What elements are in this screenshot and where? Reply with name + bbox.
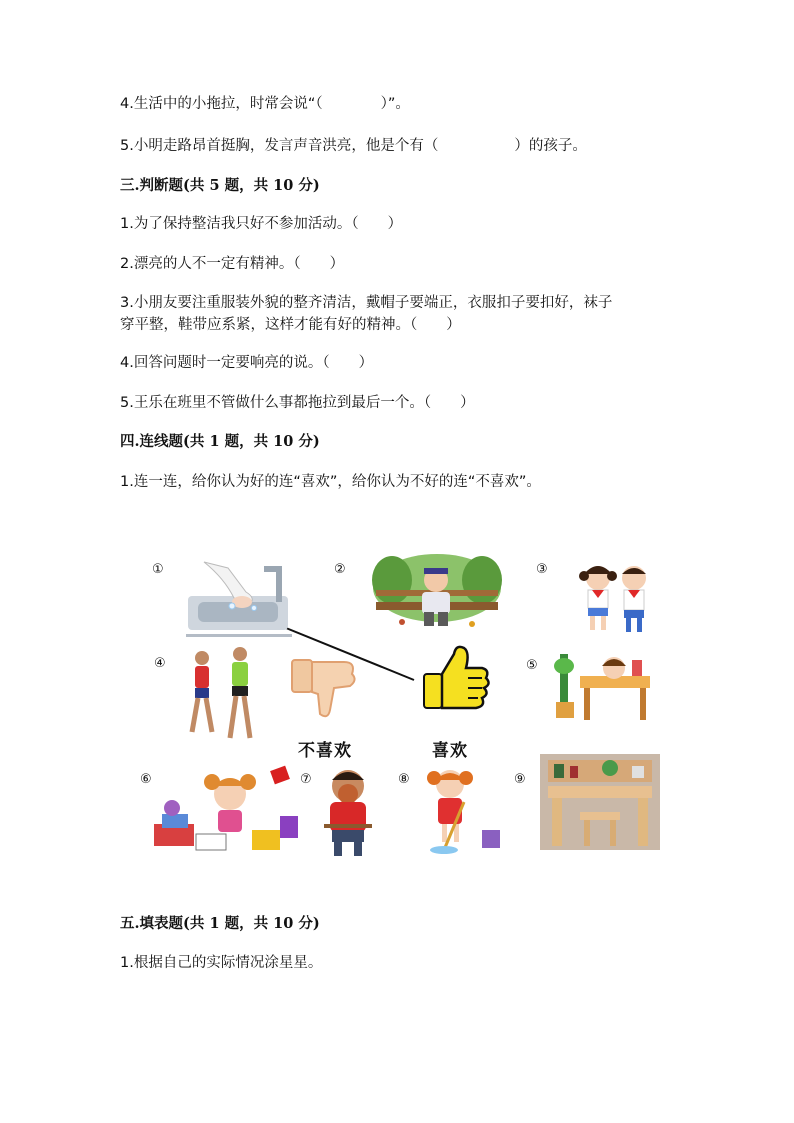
matching-figure [140,548,670,868]
girl-cleaning-picture [420,762,504,858]
judge-item-3-line2: 穿平整，鞋带应系紧，这样才能有好的精神。（ ） [120,317,461,333]
judge-item-3-line1: 3.小朋友要注重服装外貌的整齐清洁，戴帽子要端正，衣服扣子要扣好，袜子 [120,295,613,311]
judge-item-4: 4.回答问题时一定要响亮的说。（ ） [120,355,374,371]
judge-item-5: 5.王乐在班里不管做什么事都拖拉到最后一个。（ ） [120,395,475,411]
section-3-title: 三.判断题(共 5 题，共 10 分) [120,177,320,194]
number-9: ⑨ [514,772,526,787]
tidy-desk-picture [540,754,660,850]
girl-at-desk-picture [554,646,654,728]
fill-question-4-end: ）”。 [380,96,410,112]
fill-question-4-text: 4.生活中的小拖拉，时常会说“（ [120,96,323,112]
thumbs-up-icon [420,644,492,714]
messy-room-picture [152,760,302,856]
number-7: ⑦ [300,772,312,787]
number-3: ③ [536,562,548,577]
boy-eating-picture [318,764,378,860]
fill-question-5-text: 5.小明走路昂首挺胸，发言声音洪亮，他是个有（ [120,138,439,154]
number-2: ② [334,562,346,577]
judge-item-2: 2.漂亮的人不一定有精神。（ ） [120,256,345,272]
star-question: 1.根据自己的实际情况涂星星。 [120,955,323,971]
matching-question: 1.连一连，给你认为好的连“喜欢”，给你认为不好的连“不喜欢”。 [120,474,541,490]
fill-question-5 [120,135,587,157]
section-4-title: 四.连线题(共 1 题，共 10 分) [120,433,320,450]
hand-washing-picture [184,558,294,638]
number-4: ④ [154,656,166,671]
littering-man-picture [372,550,502,630]
like-label[interactable]: 喜欢 [432,741,468,761]
two-kids-picture [572,556,662,636]
number-1: ① [152,562,164,577]
section-5-title: 五.填表题(共 1 题，共 10 分) [120,915,320,932]
number-6: ⑥ [140,772,152,787]
runners-picture [182,642,262,746]
fill-question-5-end: ）的孩子。 [514,138,587,154]
thumbs-down-icon [290,658,360,724]
dislike-label[interactable]: 不喜欢 [298,741,352,761]
fill-question-4 [120,93,410,115]
number-8: ⑧ [398,772,410,787]
judge-item-1: 1.为了保持整洁我只好不参加活动。（ ） [120,216,403,232]
number-5: ⑤ [526,658,538,673]
